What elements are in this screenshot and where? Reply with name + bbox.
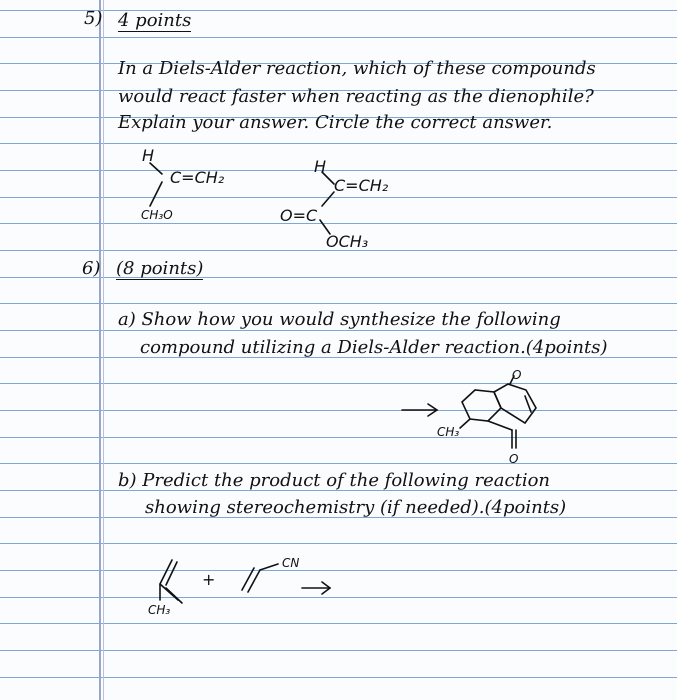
q6-points: (8 points) — [116, 258, 204, 279]
product-methyl-bond — [460, 419, 470, 428]
q5-line-1: In a Diels-Alder reaction, which of these compounds — [118, 58, 596, 79]
compound-b-c-bond — [322, 192, 334, 206]
compound-a-h: H — [142, 146, 155, 165]
compound-b-h-bond — [322, 172, 334, 184]
diene-upper-bond — [160, 560, 172, 584]
product-bottom-oxygen: O — [509, 452, 519, 466]
product-bottom-ring-bond — [488, 421, 512, 430]
product-right-ring — [494, 384, 536, 423]
q5-line-3: Explain your answer. Circle the correct answer. — [118, 112, 553, 133]
reactant-methyl: CH₃ — [148, 603, 171, 617]
q5-number: 5) — [84, 8, 103, 29]
compound-a-o-bond — [150, 182, 162, 206]
q6b-line-1: b) Predict the product of the following reaction — [118, 470, 551, 491]
compound-a-methoxy: CH₃O — [141, 208, 173, 222]
nitrile-label: CN — [282, 556, 300, 570]
product-top-carbonyl-bond — [510, 376, 514, 384]
q6b-line-2: showing stereochemistry (if needed).(4points) — [145, 497, 567, 518]
diene-upper-double-bond — [166, 562, 177, 585]
q6a-line-1: a) Show how you would synthesize the following — [118, 309, 561, 330]
reaction-plus-sign: + — [202, 570, 216, 589]
q6-number: 6) — [82, 258, 101, 279]
diene-lower-double-bond — [166, 588, 182, 603]
compound-b-h: H — [314, 157, 327, 176]
compound-a-alkene: C=CH₂ — [170, 168, 225, 187]
compound-a-h-bond — [150, 163, 162, 174]
product-top-oxygen: O — [512, 368, 522, 382]
compound-b-carbonyl: O=C — [280, 206, 318, 225]
dienophile-double-bond — [248, 570, 260, 592]
q6a-line-2: compound utilizing a Diels-Alder reaction.(4points) — [140, 337, 608, 358]
compound-b-o-bond — [320, 220, 330, 234]
q5-points: 4 points — [118, 10, 192, 31]
compound-b-alkene: C=CH₂ — [334, 176, 389, 195]
dienophile-bond — [242, 568, 254, 590]
product-methyl: CH₃ — [437, 425, 460, 439]
dienophile-cn-bond — [260, 564, 278, 570]
q5-line-2: would react faster when reacting as the dienophile? — [118, 86, 594, 107]
compound-b-ester: OCH₃ — [326, 232, 369, 251]
